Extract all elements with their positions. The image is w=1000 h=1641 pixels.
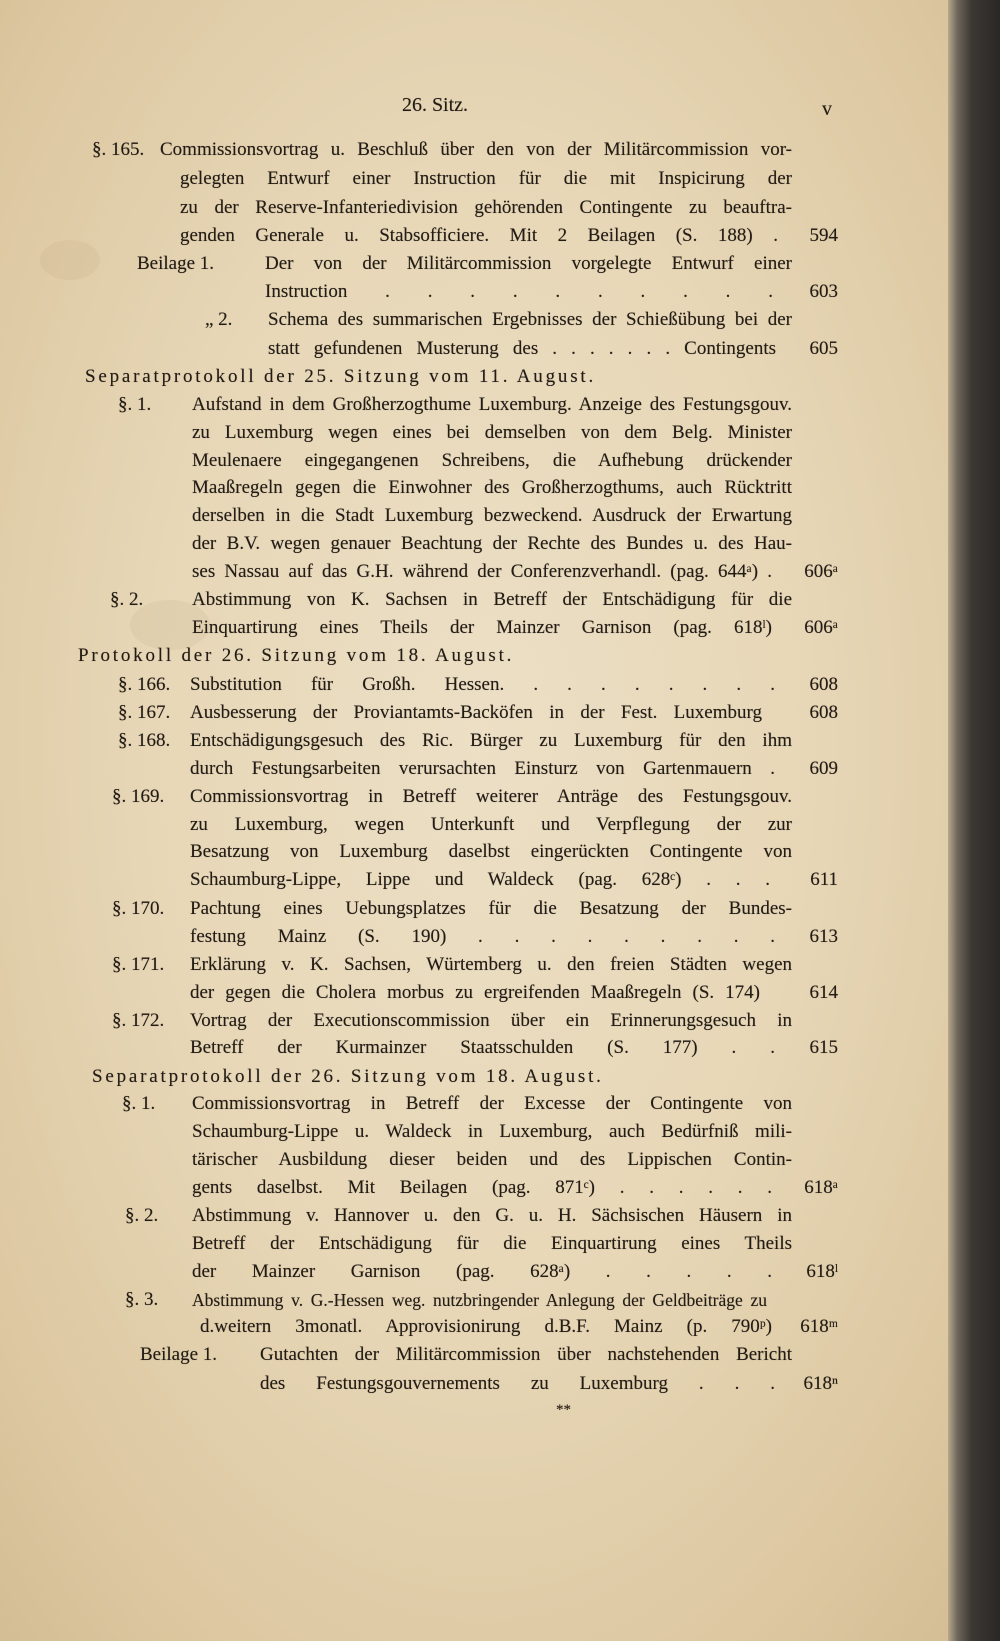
- entry-label: §. 168.: [118, 730, 171, 751]
- entry-line: Abstimmung v. G.-Hessen weg. nutzbringender Anlegung der Geldbeiträge zu: [192, 1290, 767, 1310]
- entry-label: §. 170.: [112, 898, 165, 919]
- section-heading: Separatprotokoll der 26. Sitzung vom 18. August.: [92, 1066, 604, 1087]
- entry-line: gelegten Entwurf einer Instruction für die mit Inspicirung der: [180, 168, 792, 189]
- page-number: 618ᵐ: [800, 1316, 838, 1337]
- page-number: 611: [810, 869, 838, 890]
- entry-line: genden Generale u. Stabsofficiere. Mit 2 Beilagen (S. 188) .: [180, 225, 778, 246]
- page-number: 614: [809, 982, 838, 1003]
- entry-line: Commissionsvortrag in Betreff weiterer Anträge des Festungsgouv.: [190, 786, 792, 807]
- entry-line: Betreff der Kurmainzer Staatsschulden (S. 177) . .: [190, 1037, 775, 1058]
- entry-line: Ausbesserung der Proviantamts-Backöfen in der Fest. Luxemburg: [190, 702, 762, 723]
- entry-line: Substitution für Großh. Hessen. . . . . . . . .: [190, 674, 775, 695]
- entry-label: §. 172.: [112, 1010, 165, 1031]
- entry-label: §. 165.: [92, 139, 145, 160]
- entry-line: Entschädigungsgesuch des Ric. Bürger zu Luxemburg für den ihm: [190, 730, 792, 751]
- entry-line: Gutachten der Militärcommission über nachstehenden Bericht: [260, 1344, 792, 1365]
- page-number: 609: [809, 758, 838, 779]
- entry-line: der Mainzer Garnison (pag. 628ᵃ) . . . . .: [192, 1261, 772, 1282]
- entry-line: Erklärung v. K. Sachsen, Würtemberg u. den freien Städten wegen: [190, 954, 792, 975]
- page-title: 26. Sitz.: [401, 94, 469, 116]
- entry-label: §. 1.: [118, 394, 152, 415]
- entry-line: Der von der Militärcommission vorgelegte Entwurf einer: [265, 253, 792, 274]
- entry-label: §. 2.: [125, 1205, 159, 1226]
- entry-line: derselben in die Stadt Luxemburg bezweckend. Ausdruck der Erwartung: [192, 505, 792, 526]
- entry-label: §. 1.: [122, 1093, 156, 1114]
- entry-line: festung Mainz (S. 190) . . . . . . . . .: [190, 926, 775, 947]
- entry-line: Instruction . . . . . . . . . .: [265, 281, 773, 302]
- entry-line: Abstimmung v. Hannover u. den G. u. H. Sächsischen Häusern in: [192, 1205, 792, 1226]
- page-number: 618ᵃ: [804, 1177, 838, 1198]
- entry-line: gents daselbst. Mit Beilagen (pag. 871ᶜ) . . . . . .: [192, 1177, 772, 1198]
- entry-line: Einquartirung eines Theils der Mainzer Garnison (pag. 618ˡ): [192, 617, 772, 638]
- paper-stain: [40, 240, 100, 280]
- entry-label: „ 2.: [205, 309, 233, 330]
- page-number: 606ᵃ: [804, 617, 838, 638]
- entry-line: d.weitern 3monatl. Approvisionirung d.B.F. Mainz (p. 790ᵖ): [200, 1316, 772, 1337]
- entry-label: §. 169.: [112, 786, 165, 807]
- entry-line: Pachtung eines Uebungsplatzes für die Besatzung der Bundes-: [190, 898, 792, 919]
- section-heading: Protokoll der 26. Sitzung vom 18. August.: [78, 645, 515, 666]
- entry-line: tärischer Ausbildung dieser beiden und des Lippischen Contin-: [192, 1149, 792, 1170]
- scan-edge: [948, 0, 1000, 1641]
- entry-line: Maaßregeln gegen die Einwohner des Großherzogthums, auch Rücktritt: [192, 477, 792, 498]
- signature-mark: **: [556, 1402, 571, 1418]
- page-number: 608: [809, 702, 838, 723]
- entry-line: Betreff der Entschädigung für die Einquartirung eines Theils: [192, 1233, 792, 1254]
- entry-label: Beilage 1.: [140, 1344, 218, 1365]
- entry-label: §. 171.: [112, 954, 165, 975]
- entry-line: des Festungsgouvernements zu Luxemburg . . .: [260, 1373, 775, 1394]
- entry-line: Schaumburg-Lippe, Lippe und Waldeck (pag. 628ᶜ) . . .: [190, 869, 770, 890]
- page-number: 606ᵃ: [804, 561, 838, 582]
- page-number: 605: [809, 338, 838, 359]
- entry-label: §. 3.: [125, 1289, 159, 1310]
- entry-line: Abstimmung von K. Sachsen in Betreff der Entschädigung für die: [192, 589, 792, 610]
- entry-line: Schaumburg-Lippe u. Waldeck in Luxemburg, auch Bedürfniß mili-: [192, 1121, 792, 1142]
- entry-line: durch Festungsarbeiten verursachten Einsturz von Gartenmauern .: [190, 758, 775, 779]
- entry-line: zu der Reserve-Infanteriedivision gehörenden Contingente zu beauftra-: [180, 197, 792, 218]
- entry-line: Commissionsvortrag u. Beschluß über den von der Militärcommission vor-: [160, 139, 792, 160]
- entry-label: Beilage 1.: [137, 253, 215, 274]
- entry-line: statt gefundenen Musterung des . . . . . . . Contingents: [268, 338, 776, 359]
- page-number: 603: [809, 281, 838, 302]
- entry-line: Aufstand in dem Großherzogthume Luxemburg. Anzeige des Festungsgouv.: [192, 394, 792, 415]
- page-number: 594: [809, 225, 838, 246]
- entry-line: Schema des summarischen Ergebnisses der Schießübung bei der: [268, 309, 792, 330]
- entry-line: ses Nassau auf das G.H. während der Conferenzverhandl. (pag. 644ᵃ) .: [192, 561, 772, 582]
- entry-line: Besatzung von Luxemburg daselbst eingerückten Contingente von: [190, 841, 792, 862]
- page-marker: v: [822, 98, 832, 120]
- entry-line: zu Luxemburg wegen eines bei demselben von dem Belg. Minister: [192, 422, 792, 443]
- entry-label: §. 166.: [118, 674, 171, 695]
- entry-line: zu Luxemburg, wegen Unterkunft und Verpflegung der zur: [190, 814, 792, 835]
- page-number: 618ˡ: [806, 1261, 838, 1282]
- entry-line: der B.V. wegen genauer Beachtung der Rechte des Bundes u. des Hau-: [192, 533, 792, 554]
- entry-line: Vortrag der Executionscommission über ein Erinnerungsgesuch in: [190, 1010, 792, 1031]
- entry-label: §. 167.: [118, 702, 171, 723]
- entry-label: §. 2.: [110, 589, 144, 610]
- entry-line: Meulenaere eingegangenen Schreibens, die Aufhebung drückender: [192, 450, 792, 471]
- page-number: 618ⁿ: [803, 1373, 838, 1394]
- page-number: 615: [809, 1037, 838, 1058]
- entry-line: der gegen die Cholera morbus zu ergreifenden Maaßregeln (S. 174): [190, 982, 760, 1003]
- page-number: 608: [809, 674, 838, 695]
- entry-line: Commissionsvortrag in Betreff der Excesse der Contingente von: [192, 1093, 792, 1114]
- section-heading: Separatprotokoll der 25. Sitzung vom 11. August.: [85, 366, 597, 387]
- page-number: 613: [809, 926, 838, 947]
